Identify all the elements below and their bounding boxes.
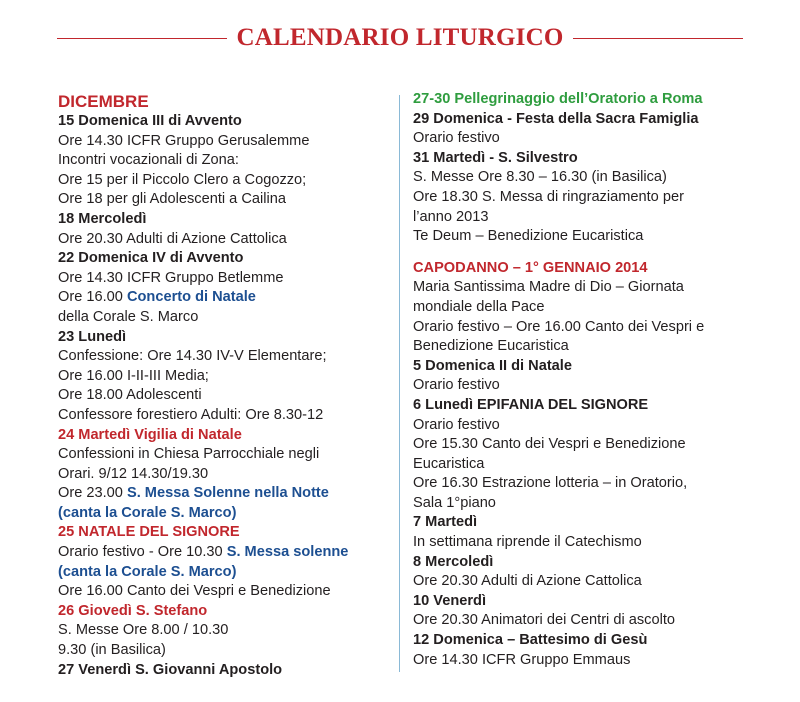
entry-heading xyxy=(58,112,393,132)
entry-text: 9.30 (in Basilica) xyxy=(58,642,166,659)
entry-line xyxy=(413,474,793,494)
entry-heading xyxy=(58,563,393,583)
entry-text: Ore 18.00 Adolescenti xyxy=(58,387,202,404)
right-entries-a xyxy=(413,90,793,247)
entry-line xyxy=(413,337,793,357)
entry-heading xyxy=(413,259,793,279)
entry-text: Ore 14.30 ICFR Gruppo Emmaus xyxy=(413,651,631,668)
entry-text: Incontri vocazionali di Zona: xyxy=(58,152,239,169)
entry-text: Ore 18 per gli Adolescenti a Cailina xyxy=(58,191,286,208)
entry-line xyxy=(413,278,793,298)
entry-text: Ore 20.30 Adulti di Azione Cattolica xyxy=(413,573,642,590)
entry-line xyxy=(58,288,393,308)
entry-line xyxy=(58,269,393,289)
entry-heading xyxy=(413,396,793,416)
entry-heading xyxy=(413,631,793,651)
entry-highlight: Concerto di Natale xyxy=(126,289,256,306)
entry-line xyxy=(413,533,793,553)
entry-text: Ore 14.30 ICFR Gruppo Gerusalemme xyxy=(58,132,310,149)
entry-heading xyxy=(58,426,393,446)
column-divider xyxy=(399,95,400,672)
entry-line xyxy=(413,494,793,514)
page-title: CALENDARIO LITURGICO xyxy=(236,24,564,51)
entry-text: Orario festivo - Ore 10.30 xyxy=(58,544,227,561)
entry-text: S. Messe Ore 8.00 / 10.30 xyxy=(58,622,229,639)
header-rule-left xyxy=(57,38,227,39)
entry-heading xyxy=(413,90,793,110)
entry-text: della Corale S. Marco xyxy=(58,308,199,325)
entry-text: Benedizione Eucaristica xyxy=(413,338,569,355)
entry-text: Orario festivo xyxy=(413,416,500,433)
entry-text: 15 Domenica III di Avvento xyxy=(58,113,242,129)
entry-line xyxy=(58,367,393,387)
entry-line xyxy=(58,190,393,210)
entry-heading xyxy=(413,513,793,533)
entry-line xyxy=(413,168,793,188)
entry-text: 12 Domenica – Battesimo di Gesù xyxy=(413,632,648,649)
left-column xyxy=(58,92,393,680)
entry-text: (canta la Corale S. Marco) xyxy=(58,563,237,580)
entry-text: Eucaristica xyxy=(413,455,485,472)
entry-text: Ore 15 per il Piccolo Clero a Cogozzo; xyxy=(58,171,307,188)
right-entries-b xyxy=(413,259,793,670)
entry-heading xyxy=(58,602,393,622)
entry-line xyxy=(58,230,393,250)
entry-text: l’anno 2013 xyxy=(413,208,489,225)
entry-text: Confessione: Ore 14.30 IV-V Elementare; xyxy=(58,348,327,365)
entry-highlight: S. Messa Solenne nella Notte xyxy=(126,485,329,502)
entry-line xyxy=(413,651,793,671)
entry-heading xyxy=(58,328,393,348)
entry-text: Ore 15.30 Canto dei Vespri e Benedizione xyxy=(413,436,686,453)
entry-text: 26 Giovedì S. Stefano xyxy=(58,602,208,619)
entry-heading xyxy=(58,210,393,230)
entry-text: Orario festivo xyxy=(413,377,500,394)
entry-line xyxy=(413,572,793,592)
entry-heading xyxy=(58,661,393,681)
entry-text: 31 Martedì - S. Silvestro xyxy=(413,149,578,166)
right-column xyxy=(413,90,793,670)
entry-line xyxy=(413,611,793,631)
entry-text: 18 Mercoledì xyxy=(58,210,147,227)
entry-text: In settimana riprende il Catechismo xyxy=(413,534,642,551)
entry-text: 7 Martedì xyxy=(413,514,478,531)
entry-text: Ore 16.00 xyxy=(58,289,127,306)
entry-line xyxy=(58,484,393,504)
entry-heading xyxy=(413,553,793,573)
entry-text: Ore 14.30 ICFR Gruppo Betlemme xyxy=(58,269,284,286)
entry-text: 8 Mercoledì xyxy=(413,553,494,570)
entry-line xyxy=(58,132,393,152)
entry-heading xyxy=(58,523,393,543)
section-gap xyxy=(413,247,793,259)
entry-line xyxy=(58,347,393,367)
entry-highlight: S. Messa solenne xyxy=(226,544,349,561)
entry-text: mondiale della Pace xyxy=(413,298,545,315)
entry-text: 27 Venerdì S. Giovanni Apostolo xyxy=(58,661,283,678)
entry-line xyxy=(413,318,793,338)
entry-text: 6 Lunedì EPIFANIA DEL SIGNORE xyxy=(413,396,649,413)
entry-text: Sala 1°piano xyxy=(413,494,496,511)
entry-line xyxy=(58,465,393,485)
entry-text: Ore 18.30 S. Messa di ringraziamento per xyxy=(413,188,684,205)
entry-text: 5 Domenica II di Natale xyxy=(413,357,572,374)
entry-text: Confessioni in Chiesa Parrocchiale negli xyxy=(58,446,320,463)
entry-text: Orari. 9/12 14.30/19.30 xyxy=(58,465,209,482)
entry-text: Ore 20.30 Adulti di Azione Cattolica xyxy=(58,230,287,247)
entry-text: 23 Lunedì xyxy=(58,328,127,345)
entry-heading xyxy=(413,149,793,169)
entry-line xyxy=(413,188,793,208)
entry-line xyxy=(58,151,393,171)
entry-text: (canta la Corale S. Marco) xyxy=(58,504,237,521)
entry-heading xyxy=(413,357,793,377)
entry-line xyxy=(413,455,793,475)
entry-text: Ore 16.30 Estrazione lotteria – in Oratorio, xyxy=(413,475,688,492)
entry-line xyxy=(58,582,393,602)
header xyxy=(0,24,800,64)
entry-text: Ore 16.00 I-II-III Media; xyxy=(58,367,209,384)
entry-line xyxy=(58,641,393,661)
entry-line xyxy=(413,298,793,318)
entry-line xyxy=(58,171,393,191)
entry-line xyxy=(58,445,393,465)
entry-text: Ore 23.00 xyxy=(58,485,127,502)
entry-text: 10 Venerdì xyxy=(413,592,487,609)
entry-text: Orario festivo – Ore 16.00 Canto dei Vespri e xyxy=(413,318,705,335)
entry-text: 27-30 Pellegrinaggio dell’Oratorio a Roma xyxy=(413,91,703,107)
entry-text: CAPODANNO – 1° GENNAIO 2014 xyxy=(413,259,648,276)
left-entries xyxy=(58,112,393,680)
entry-text: Ore 16.00 Canto dei Vespri e Benedizione xyxy=(58,583,331,600)
entry-line xyxy=(413,129,793,149)
entry-text: 29 Domenica - Festa della Sacra Famiglia xyxy=(413,110,699,127)
entry-text: Maria Santissima Madre di Dio – Giornata xyxy=(413,279,684,296)
entry-line xyxy=(413,376,793,396)
entry-text: 24 Martedì Vigilia di Natale xyxy=(58,426,242,443)
entry-line xyxy=(58,621,393,641)
entry-line xyxy=(413,227,793,247)
entry-text: S. Messe Ore 8.30 – 16.30 (in Basilica) xyxy=(413,169,667,186)
entry-line xyxy=(413,416,793,436)
entry-line xyxy=(58,386,393,406)
entry-heading xyxy=(413,592,793,612)
entry-text: Te Deum – Benedizione Eucaristica xyxy=(413,228,644,245)
entry-text: Ore 20.30 Animatori dei Centri di ascolto xyxy=(413,612,676,629)
entry-heading xyxy=(413,110,793,130)
entry-heading xyxy=(58,504,393,524)
entry-text: Confessore forestiero Adulti: Ore 8.30-12 xyxy=(58,406,324,423)
entry-heading xyxy=(58,249,393,269)
entry-line xyxy=(58,308,393,328)
entry-text: 25 NATALE DEL SIGNORE xyxy=(58,524,240,541)
entry-text: 22 Domenica IV di Avvento xyxy=(58,250,244,267)
entry-line xyxy=(58,406,393,426)
entry-line xyxy=(413,208,793,228)
entry-line xyxy=(58,543,393,563)
entry-text: Orario festivo xyxy=(413,130,500,147)
month-heading: DICEMBRE xyxy=(58,92,149,111)
entry-line xyxy=(413,435,793,455)
header-rule-right xyxy=(573,38,743,39)
